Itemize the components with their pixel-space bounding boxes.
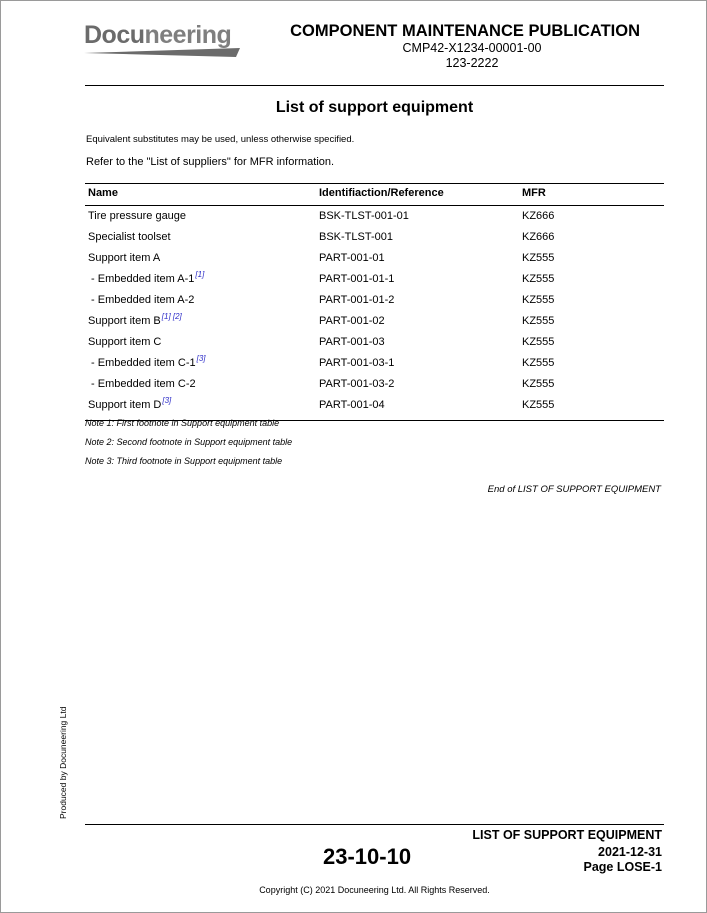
intro-text-substitutes: Equivalent substitutes may be used, unless otherwise specified. <box>86 134 355 145</box>
item-name: Support item B <box>88 315 161 327</box>
support-equipment-table <box>85 183 664 421</box>
column-header-mfr: MFR <box>522 187 546 199</box>
cell-reference: BSK-TLST-001-01 <box>319 210 409 222</box>
item-name: Support item A <box>88 252 161 264</box>
table-row <box>85 290 664 311</box>
produced-by-label: Produced by Docuneering Ltd <box>58 706 68 819</box>
cell-name <box>88 210 186 222</box>
item-name: Support item D <box>88 399 162 411</box>
cell-mfr: KZ555 <box>522 378 555 390</box>
doc-sub-number: 123-2222 <box>445 56 499 70</box>
item-name: - Embedded item C-1 <box>88 357 196 369</box>
section-title: List of support equipment <box>275 99 474 116</box>
footer-rule <box>85 824 664 825</box>
table-row <box>85 332 664 353</box>
docuneering-logo <box>84 19 244 61</box>
cell-name <box>88 270 205 285</box>
table-row <box>85 227 664 248</box>
cell-name <box>88 231 171 243</box>
cell-reference: PART-001-03-1 <box>319 357 395 369</box>
footnote-reference-link[interactable]: [1] <box>195 270 205 280</box>
footnote-3: Note 3: Third footnote in Support equipment table <box>85 456 283 466</box>
cell-name <box>88 312 182 327</box>
item-name: Support item C <box>88 336 162 348</box>
cell-mfr: KZ555 <box>522 357 555 369</box>
table-row <box>85 206 664 227</box>
cell-name <box>88 336 161 348</box>
logo-swoosh-icon <box>84 47 242 59</box>
cell-mfr: KZ555 <box>522 336 555 348</box>
cell-name <box>88 294 194 306</box>
item-name: - Embedded item A-1 <box>88 273 195 285</box>
table-row <box>85 395 664 416</box>
cell-reference: PART-001-01 <box>319 252 385 264</box>
table-row <box>85 374 664 395</box>
doc-number: CMP42-X1234-00001-00 <box>402 41 542 55</box>
table-body <box>85 206 664 421</box>
cell-mfr: KZ666 <box>522 210 555 222</box>
cell-mfr: KZ555 <box>522 252 555 264</box>
publication-ids <box>352 41 592 71</box>
column-header-reference: Identifiaction/Reference <box>319 187 444 199</box>
publication-title: COMPONENT MAINTENANCE PUBLICATION <box>290 22 640 40</box>
cell-name <box>88 252 160 264</box>
header-rule <box>85 85 664 86</box>
footer-date: 2021-12-31 <box>598 845 662 859</box>
column-header-name: Name <box>88 187 118 199</box>
table-row <box>85 269 664 290</box>
cell-name <box>88 378 196 390</box>
copyright-notice: Copyright (C) 2021 Docuneering Ltd. All Rights Reserved. <box>259 885 490 895</box>
cell-reference: PART-001-03 <box>319 336 385 348</box>
logo-wordmark: Docuneering <box>84 21 232 49</box>
cell-reference: BSK-TLST-001 <box>319 231 393 243</box>
table-row <box>85 248 664 269</box>
end-of-list-note: End of LIST OF SUPPORT EQUIPMENT <box>487 484 661 495</box>
footer-page-number: Page LOSE-1 <box>583 860 662 874</box>
footnote-2: Note 2: Second footnote in Support equipment table <box>85 437 293 447</box>
chapter-number: 23-10-10 <box>323 844 412 869</box>
footnote-reference-link[interactable]: [3] <box>162 396 172 406</box>
cell-mfr: KZ555 <box>522 399 555 411</box>
footnote-reference-link[interactable]: [1] [2] <box>161 312 182 322</box>
cell-mfr: KZ555 <box>522 294 555 306</box>
cell-mfr: KZ555 <box>522 273 555 285</box>
footnote-1: Note 1: First footnote in Support equipment table <box>85 418 280 428</box>
cell-reference: PART-001-01-1 <box>319 273 395 285</box>
item-name: Specialist toolset <box>88 231 171 243</box>
item-name: - Embedded item C-2 <box>88 378 196 390</box>
item-name: - Embedded item A-2 <box>88 294 195 306</box>
cell-mfr: KZ555 <box>522 315 555 327</box>
table-row <box>85 311 664 332</box>
table-header <box>85 183 664 206</box>
cell-name <box>88 354 206 369</box>
cell-mfr: KZ666 <box>522 231 555 243</box>
item-name: Tire pressure gauge <box>88 210 187 222</box>
cell-reference: PART-001-02 <box>319 315 385 327</box>
intro-text-suppliers: Refer to the "List of suppliers" for MFR information. <box>86 156 335 168</box>
footnote-reference-link[interactable]: [3] <box>196 354 206 364</box>
cell-reference: PART-001-03-2 <box>319 378 395 390</box>
table-row <box>85 353 664 374</box>
cell-reference: PART-001-04 <box>319 399 385 411</box>
cell-reference: PART-001-01-2 <box>319 294 395 306</box>
footer-section-name: LIST OF SUPPORT EQUIPMENT <box>472 828 662 842</box>
cell-name <box>88 396 172 411</box>
